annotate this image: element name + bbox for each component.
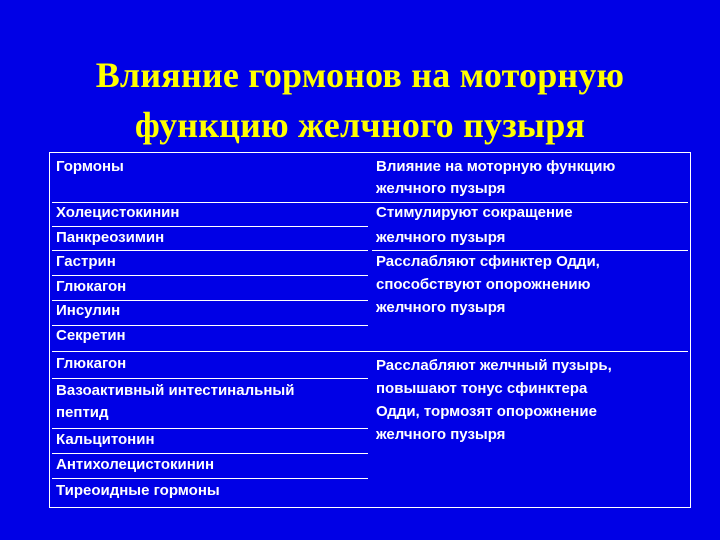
hormone-calcitonin: Кальцитонин bbox=[56, 431, 155, 448]
hormone-vip-line-1: Вазоактивный интестинальный bbox=[56, 382, 295, 399]
effect-3-line-3: Одди, тормозят опорожнение bbox=[376, 403, 597, 420]
hormone-insulin: Инсулин bbox=[56, 302, 121, 319]
header-effect-line-2: желчного пузыря bbox=[376, 180, 506, 197]
effect-2-line-2: способствуют опорожнению bbox=[376, 276, 591, 293]
hormone-pancreozymin: Панкреозимин bbox=[56, 229, 165, 246]
slide-title bbox=[0, 50, 720, 150]
row-divider bbox=[52, 478, 368, 479]
row-divider bbox=[52, 378, 368, 379]
hormone-gastrin: Гастрин bbox=[56, 253, 116, 270]
effect-2-line-3: желчного пузыря bbox=[376, 299, 506, 316]
slide-title-line-2: функцию желчного пузыря bbox=[134, 105, 586, 145]
hormone-glucagon-2: Глюкагон bbox=[56, 355, 127, 372]
effect-2-line-1: Расслабляют сфинктер Одди, bbox=[376, 253, 600, 270]
hormone-secretin: Секретин bbox=[56, 327, 126, 344]
hormone-cholecystokinin: Холецистокинин bbox=[56, 204, 180, 221]
row-divider bbox=[52, 226, 368, 227]
hormone-glucagon: Глюкагон bbox=[56, 278, 127, 295]
hormone-thyroid: Тиреоидные гормоны bbox=[56, 482, 220, 499]
effect-3-line-4: желчного пузыря bbox=[376, 426, 506, 443]
effect-1-line-1: Стимулируют сокращение bbox=[376, 204, 573, 221]
effect-3-line-1: Расслабляют желчный пузырь, bbox=[376, 357, 612, 374]
group-divider bbox=[52, 351, 688, 352]
effect-3-line-2: повышают тонус сфинктера bbox=[376, 380, 588, 397]
effect-1-line-2: желчного пузыря bbox=[376, 229, 506, 246]
header-effect-line-1: Влияние на моторную функцию bbox=[376, 158, 616, 175]
slide-title-line-1: Влияние гормонов на моторную bbox=[95, 55, 625, 95]
hormone-anticholecystokinin: Антихолецистокинин bbox=[56, 456, 215, 473]
hormone-vip-line-2: пептид bbox=[56, 404, 109, 421]
header-hormones: Гормоны bbox=[56, 158, 124, 175]
